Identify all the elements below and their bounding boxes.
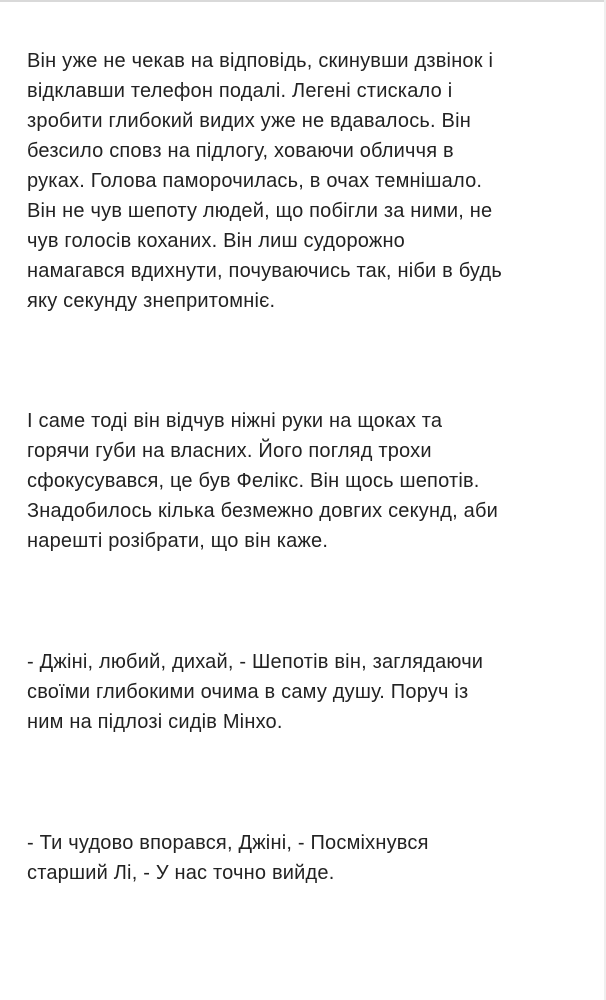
text-line: зробити глибокий видих уже не вдавалось. Він xyxy=(27,110,471,132)
text-line: Знадобилось кілька безмежно довгих секунд, аби xyxy=(27,500,498,522)
text-line: своїми глибокими очима в саму душу. Поруч із xyxy=(27,681,469,703)
text-line: руках. Голова паморочилась, в очах темнішало. xyxy=(27,170,483,192)
top-divider xyxy=(0,0,606,2)
text-line: старший Лі, - У нас точно вийде. xyxy=(27,862,335,884)
text-line: Він не чув шепоту людей, що побігли за ними, не xyxy=(27,200,493,222)
text-line: І саме тоді він відчув ніжні руки на щоках та xyxy=(27,410,443,432)
text-line: чув голосів коханих. Він лиш судорожно xyxy=(27,230,406,252)
text-line: сфокусувався, це був Фелікс. Він щось шепотів. xyxy=(27,470,480,492)
text-line: безсило сповз на підлогу, ховаючи обличчя в xyxy=(27,140,454,162)
text-line: ним на підлозі сидів Мінхо. xyxy=(27,711,283,733)
text-line: Він уже не чекав на відповідь, скинувши дзвінок і xyxy=(27,50,494,72)
text-line: горячи губи на власних. Його погляд трохи xyxy=(27,440,432,462)
story-paragraph-3 xyxy=(27,647,579,737)
text-line: відклавши телефон подалі. Легені стискало і xyxy=(27,80,453,102)
story-paragraph-1 xyxy=(27,46,579,316)
text-line: - Ти чудово впорався, Джіні, - Посміхнувся xyxy=(27,832,429,854)
story-text xyxy=(27,46,579,888)
story-paragraph-2 xyxy=(27,406,579,556)
story-paragraph-4 xyxy=(27,828,579,888)
text-line: намагався вдихнути, почуваючись так, ніби в будь xyxy=(27,260,502,282)
text-line: яку секунду знепритомніє. xyxy=(27,290,276,312)
text-line: - Джіні, любий, дихай, - Шепотів він, заглядаючи xyxy=(27,651,484,673)
text-line: нарешті розібрати, що він каже. xyxy=(27,530,329,552)
